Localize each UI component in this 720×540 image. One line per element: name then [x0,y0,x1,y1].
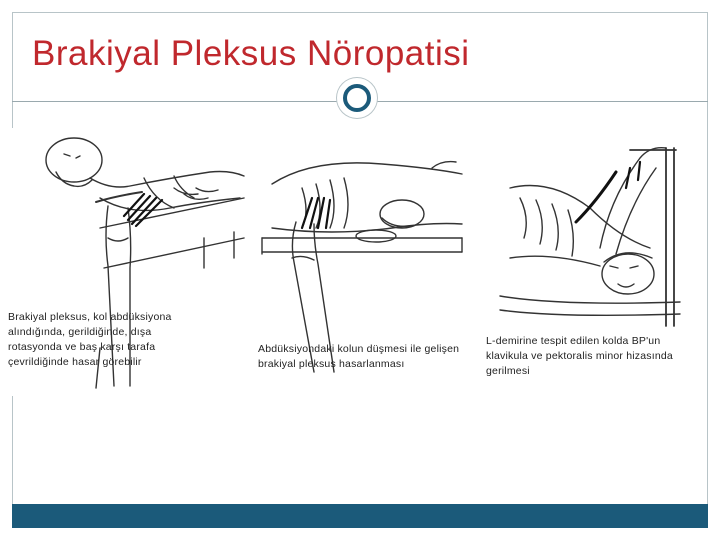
figure-3 [480,128,700,390]
title-divider-left [12,101,337,102]
figure-3-caption: L-demirine tespit edilen kolda BP'un klavikula ve pektoralis minor hizasında gerilmesi [486,335,673,377]
decorative-ring-icon [337,78,377,118]
figure-1-caption: Brakiyal pleksus, kol abdüksiyona alındığında, gerildiğinde, dışa rotasyonda ve baş karşı tarafa çevrildiğinde hasar görebilir [8,311,172,368]
figure-2-caption: Abdüksiyondaki kolun düşmesi ile gelişen brakiyal pleksus hasarlanması [258,343,460,370]
figure-1 [4,128,250,396]
title-divider-right [377,101,708,102]
footer-bar [12,504,708,528]
slide-title: Brakiyal Pleksus Nöropatisi [32,34,470,73]
figure-2 [252,128,466,396]
